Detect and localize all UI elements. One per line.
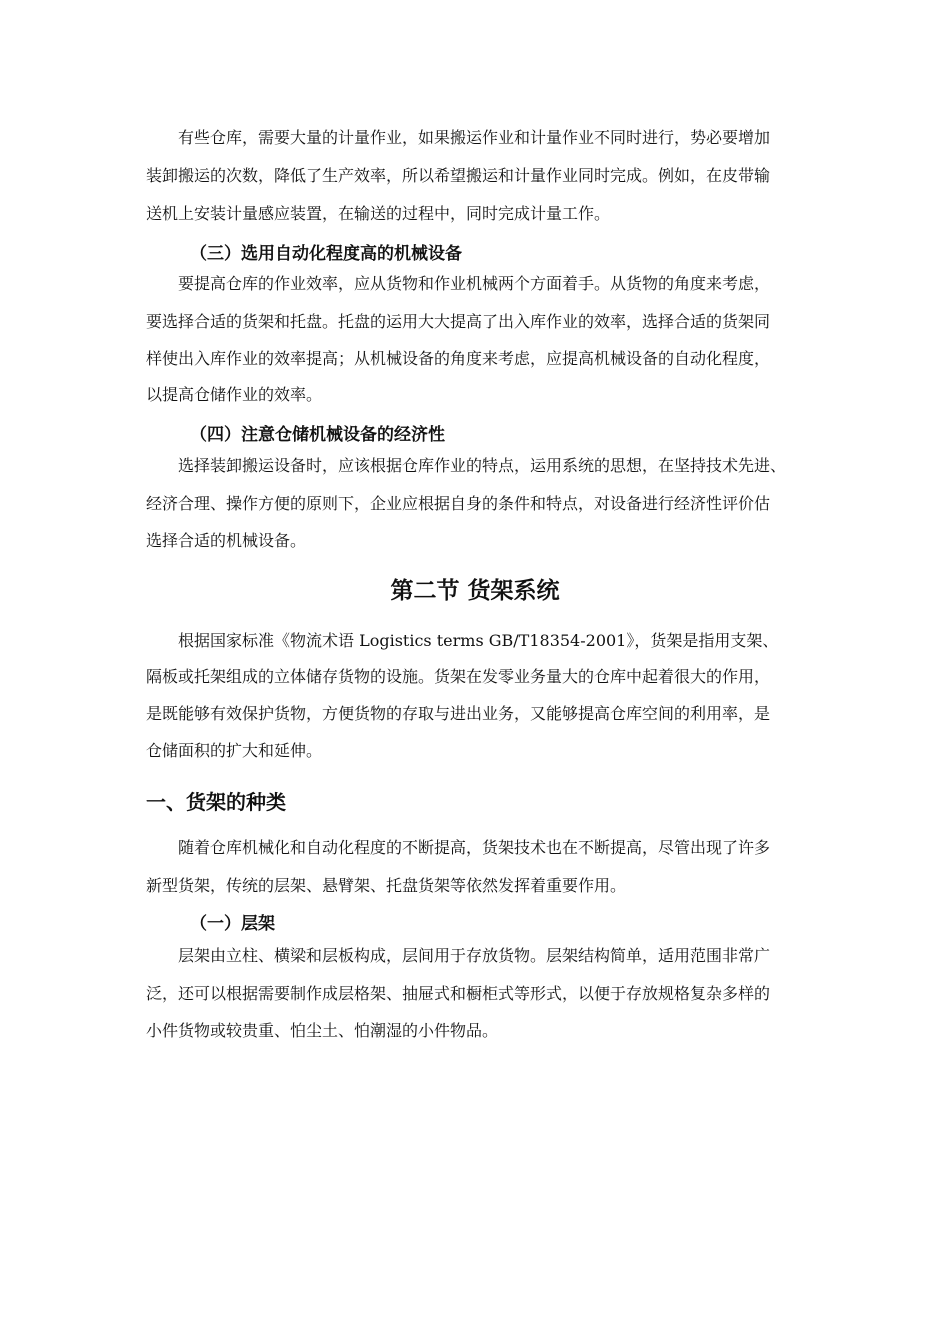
para2-line-4: 以提高仓储作业的效率。	[146, 385, 323, 404]
para1-line-2: 装卸搬运的次数，降低了生产效率，所以希望搬运和计量作业同时完成。例如，在皮带输	[146, 166, 771, 185]
para4-line-4: 仓储面积的扩大和延伸。	[146, 741, 323, 760]
para6-line-2: 泛，还可以根据需要制作成层格架、抽屉式和橱柜式等形式，以便于存放规格复杂多样的	[146, 984, 771, 1003]
para2-line-2: 要选择合适的货架和托盘。托盘的运用大大提高了出入库作业的效率，选择合适的货架同	[146, 312, 771, 331]
para1-line-1: 有些仓库，需要大量的计量作业，如果搬运作业和计量作业不同时进行，势必要增加	[178, 128, 771, 147]
para6-line-3: 小件货物或较贵重、怕尘土、怕潮湿的小件物品。	[146, 1021, 499, 1040]
para4-line-3: 是既能够有效保护货物，方便货物的存取与进出业务，又能够提高仓库空间的利用率，是	[146, 704, 771, 723]
para3-line-3: 选择合适的机械设备。	[146, 531, 307, 550]
para2-line-1: 要提高仓库的作业效率，应从货物和作业机械两个方面着手。从货物的角度来考虑，	[178, 274, 771, 293]
para4-line-1: 根据国家标准《物流术语 Logistics terms GB/T18354-2001》，货架是指用支架、	[178, 631, 779, 650]
para5-line-1: 随着仓库机械化和自动化程度的不断提高，货架技术也在不断提高，尽管出现了许多	[178, 838, 771, 857]
para3-line-2: 经济合理、操作方便的原则下，企业应根据自身的条件和特点，对设备进行经济性评价估	[146, 494, 771, 513]
para6-line-1: 层架由立柱、横梁和层板构成，层间用于存放货物。层架结构简单，适用范围非常广	[178, 946, 771, 965]
heading-4: （四）注意仓储机械设备的经济性	[190, 425, 445, 445]
para2-line-3: 样使出入库作业的效率提高；从机械设备的角度来考虑，应提高机械设备的自动化程度，	[146, 349, 771, 368]
para5-line-2: 新型货架，传统的层架、悬臂架、托盘货架等依然发挥着重要作用。	[146, 876, 627, 895]
chapter-heading: 一、货架的种类	[146, 790, 286, 814]
section-title: 第二节 货架系统	[390, 578, 560, 604]
para4-line-2: 隔板或托架组成的立体储存货物的设施。货架在发零业务量大的仓库中起着很大的作用，	[146, 667, 771, 686]
heading-sub-1: （一）层架	[190, 914, 275, 934]
para3-line-1: 选择装卸搬运设备时，应该根据仓库作业的特点，运用系统的思想，在坚持技术先进、	[178, 456, 787, 475]
heading-3: （三）选用自动化程度高的机械设备	[190, 244, 462, 264]
para1-line-3: 送机上安装计量感应装置，在输送的过程中，同时完成计量工作。	[146, 204, 611, 223]
